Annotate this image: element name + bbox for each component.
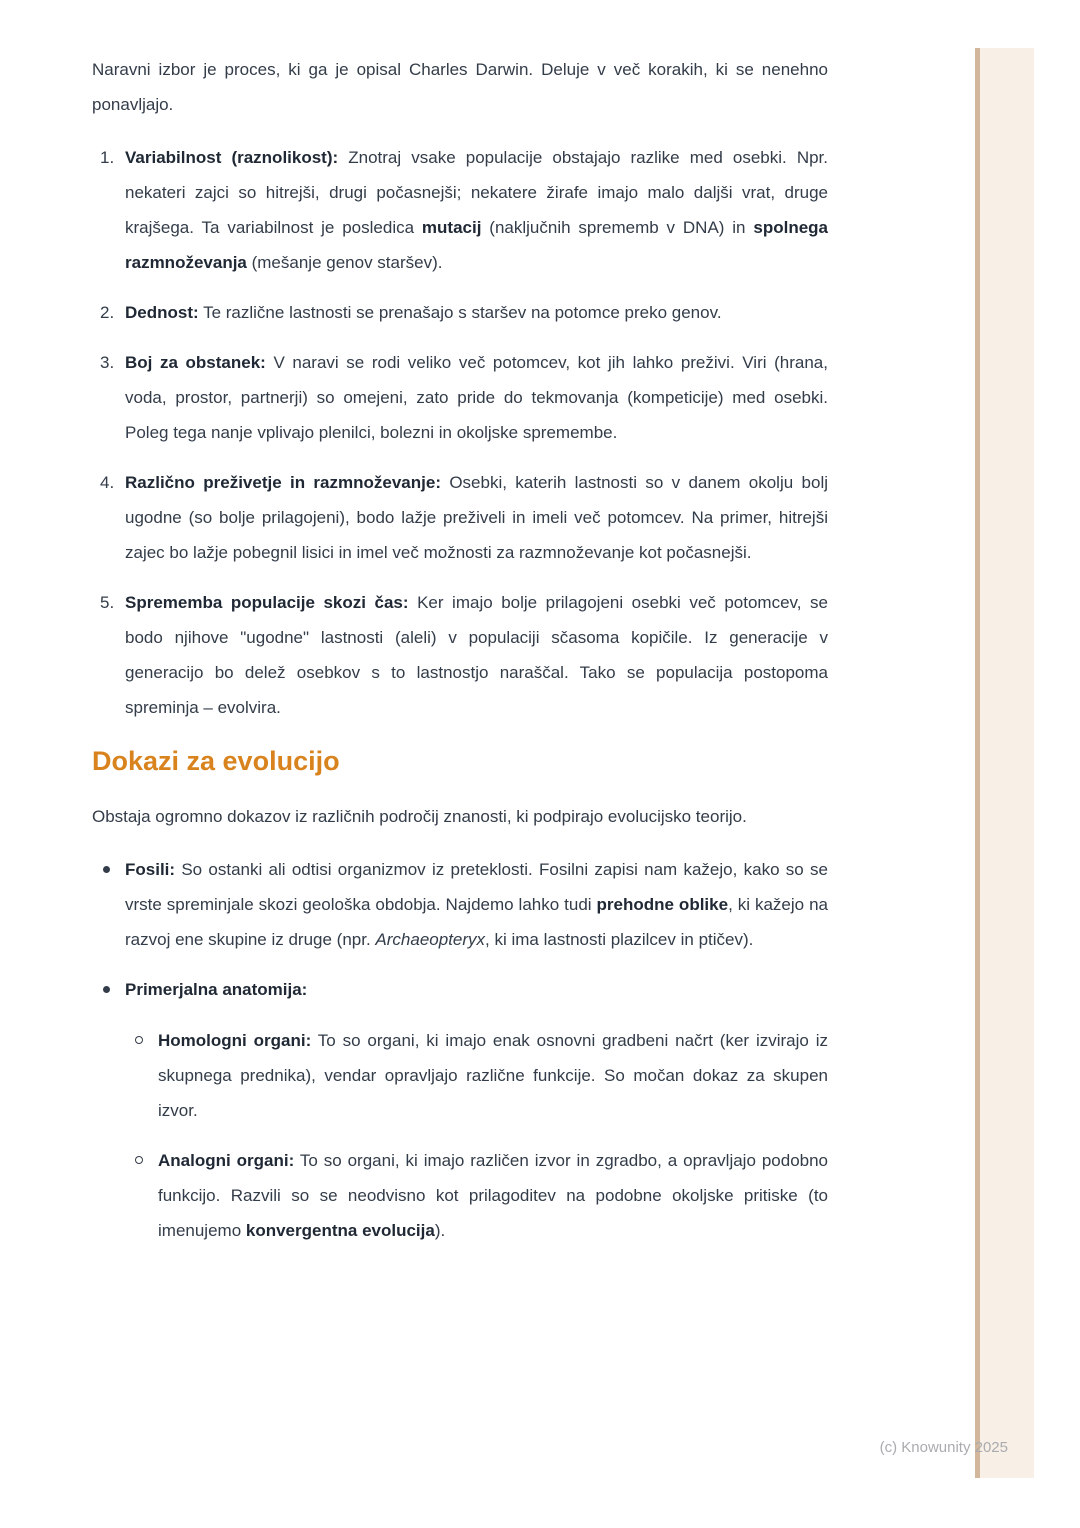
item-text [125, 353, 828, 442]
item-number: 4. [100, 473, 115, 492]
section-paragraph [92, 799, 828, 834]
bullet-item [92, 852, 828, 957]
item-text [158, 1151, 828, 1240]
item-number: 2. [100, 303, 115, 322]
sub-bullet-item [125, 1023, 828, 1128]
bullet-ring-icon [135, 1036, 143, 1044]
text-segment: Fosili: [125, 860, 176, 879]
text-segment: , ki kažejo na razvoj ene skupine iz druge (npr. [125, 895, 828, 949]
intro-paragraph [92, 52, 828, 122]
item-text [125, 473, 828, 562]
bullet-dot-icon [103, 986, 110, 993]
text-segment: ). [434, 1221, 446, 1240]
copyright-watermark: (c) Knowunity 2025 [879, 1439, 1008, 1456]
text-segment: So ostanki ali odtisi organizmov iz preteklosti. Fosilni zapisi nam kažejo, kako so se vrste spreminjale skozi geološka obdobja. Najdemo lahko tudi [125, 860, 828, 914]
text-segment: To so organi, ki imajo različen izvor in zgradbo, a opravljajo podobno funkcijo. Razvili so se neodvisno kot prilagoditev na podobne okoljske pritiske (to imenujemo [158, 1151, 829, 1240]
item-text [158, 1031, 828, 1120]
numbered-list [92, 140, 828, 725]
item-text [125, 980, 307, 999]
numbered-item [92, 140, 828, 280]
item-number: 3. [100, 353, 115, 372]
text-segment: Obstaja ogromno dokazov iz različnih področij znanosti, ki podpirajo evolucijsko teorijo. [92, 807, 747, 826]
text-segment: Analogni organi: [158, 1151, 295, 1170]
text-segment: mutacij [421, 218, 482, 237]
text-segment: Boj za obstanek: [125, 353, 266, 372]
bullet-list [92, 852, 828, 1248]
text-segment: Te različne lastnosti se prenašajo s staršev na potomce preko genov. [198, 303, 722, 322]
text-segment: spolnega razmnoževanja [125, 218, 828, 272]
text-segment: konvergentna evolucija [245, 1221, 435, 1240]
text-segment: prehodne oblike [596, 895, 729, 914]
text-segment: Variabilnost (raznolikost): [125, 148, 339, 167]
page-edge-stripe [975, 48, 1034, 1478]
document-content [92, 52, 828, 1263]
text-segment: Različno preživetje in razmnoževanje: [125, 473, 441, 492]
numbered-item [92, 585, 828, 725]
item-text [125, 303, 722, 322]
item-number: 5. [100, 593, 115, 612]
text-segment: Naravni izbor je proces, ki ga je opisal Charles Darwin. Deluje v več korakih, ki se nenehno ponavljajo. [92, 60, 828, 114]
text-segment: Ker imajo bolje prilagojeni osebki več potomcev, se bodo njihove "ugodne" lastnosti (aleli) v populaciji sčasoma kopičile. Iz generacije v generacijo bo delež osebkov s to lastnostjo naraščal. Tako se populacija postopoma spreminja – evolvira. [125, 593, 828, 717]
item-text [125, 593, 828, 717]
bullet-dot-icon [103, 866, 110, 873]
numbered-item [92, 465, 828, 570]
sub-bullet-item [125, 1143, 828, 1248]
text-segment: Homologni organi: [158, 1031, 312, 1050]
text-segment: (mešanje genov staršev). [246, 253, 443, 272]
item-text [125, 148, 828, 272]
numbered-item [92, 295, 828, 330]
text-segment: , ki ima lastnosti plazilcev in ptičev). [485, 930, 754, 949]
text-segment: Archaeopteryx [375, 930, 486, 949]
numbered-item [92, 345, 828, 450]
text-segment: Znotraj vsake populacije obstajajo razlike med osebki. Npr. nekateri zajci so hitrejši, drugi počasnejši; nekatere žirafe imajo malo daljši vrat, druge krajšega. Ta variabilnost je posledica [125, 148, 828, 237]
text-segment: Dednost: [125, 303, 199, 322]
text-segment: (naključnih sprememb v DNA) in [481, 218, 754, 237]
text-segment: To so organi, ki imajo enak osnovni gradbeni načrt (ker izvirajo iz skupnega prednika), vendar opravljajo različne funkcije. So močan dokaz za skupen izvor. [158, 1031, 828, 1120]
section-heading: Dokazi za evolucijo [92, 746, 340, 776]
bullet-ring-icon [135, 1156, 143, 1164]
text-segment: Primerjalna anatomija: [125, 980, 308, 999]
item-text [125, 860, 828, 949]
item-number: 1. [100, 148, 115, 167]
text-segment: Osebki, katerih lastnosti so v danem okolju bolj ugodne (so bolje prilagojeni), bodo lažje preživeli in imeli več potomcev. Na primer, hitrejši zajec bo lažje pobegnil lisici in imel več možnosti za razmnoževanje kot počasnejši. [125, 473, 828, 562]
text-segment: V naravi se rodi veliko več potomcev, kot jih lahko preživi. Viri (hrana, voda, prostor, partnerji) so omejeni, zato pride do tekmovanja (kompeticije) med osebki. Poleg tega nanje vplivajo plenilci, bolezni in okoljske spremembe. [125, 353, 828, 442]
bullet-item [92, 972, 828, 1248]
sub-bullet-list [125, 1023, 828, 1248]
text-segment: Sprememba populacije skozi čas: [125, 593, 409, 612]
